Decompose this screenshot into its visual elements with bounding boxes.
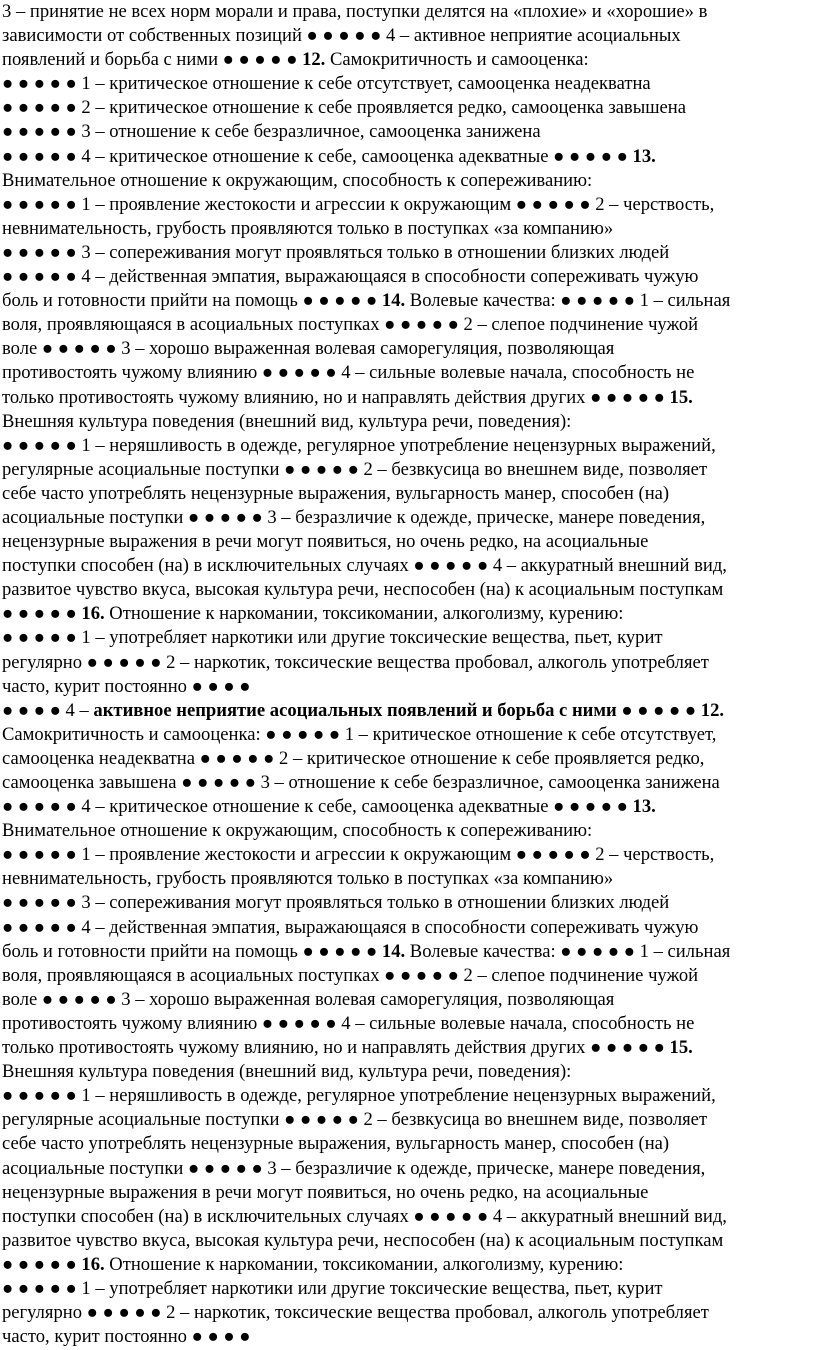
text-segment: поступки способен (на) в исключительных случаях ● ● ● ● ● 4 – аккуратный внешний вид, (2, 555, 727, 577)
text-segment: асоциальные поступки ● ● ● ● ● 3 – безразличие к одежде, прическе, манере поведения, (2, 506, 706, 528)
text-line (2, 193, 814, 217)
text-line (2, 602, 814, 626)
text-segment: ● ● ● ● ● 4 – критическое отношение к себе, самооценка адекватные ● ● ● ● ● (2, 145, 633, 167)
text-line (2, 410, 814, 434)
text-line (2, 1157, 814, 1181)
text-segment: Самокритичность и самооценка: ● ● ● ● ● 1 – критическое отношение к себе отсутствует, (2, 723, 717, 745)
text-line (2, 217, 814, 241)
text-line (2, 169, 814, 193)
text-segment: Внимательное отношение к окружающим, способность к сопереживанию: (2, 169, 593, 191)
bold-text-segment: активное неприятие асоциальных появлений и борьба с ними ● ● ● ● ● 12. (93, 699, 725, 721)
text-line (2, 458, 814, 482)
text-line (2, 289, 814, 313)
text-segment: самооценка завышена ● ● ● ● ● 3 – отношение к себе безразличное, самооценка занижена (2, 772, 720, 793)
bold-text-segment: 15. (669, 1037, 693, 1059)
text-line (2, 337, 814, 361)
text-line (2, 1277, 814, 1301)
text-segment: невнимательность, грубость проявляются только в поступках «за компанию» (2, 217, 614, 239)
text-segment: ● ● ● ● ● 1 – критическое отношение к себе отсутствует, самооценка неадекватна (2, 73, 651, 95)
bold-text-segment: 13. (632, 145, 656, 167)
text-line (2, 771, 814, 795)
text-line (2, 819, 814, 843)
text-line (2, 1012, 814, 1036)
text-segment: Волевые качества: ● ● ● ● ● 1 – сильная (405, 290, 731, 312)
text-line (2, 843, 814, 867)
text-line (2, 24, 814, 48)
text-segment: ● ● ● ● ● 4 – действенная эмпатия, выражающаяся в способности сопереживать чужую (2, 916, 699, 938)
text-segment: нецензурные выражения в речи могут появиться, но очень редко, на асоциальные (2, 531, 649, 553)
text-segment: развитое чувство вкуса, высокая культура речи, неспособен (на) к асоциальным поступкам (2, 579, 724, 601)
text-segment: регулярно ● ● ● ● ● 2 – наркотик, токсические вещества пробовал, алкоголь употребляет (2, 1302, 709, 1324)
bold-text-segment: 14. (381, 290, 406, 312)
text-segment: поступки способен (на) в исключительных случаях ● ● ● ● ● 4 – аккуратный внешний вид, (2, 1205, 727, 1227)
text-segment: часто, курит постоянно ● ● ● ● (2, 675, 251, 697)
text-segment: только противостоять чужому влиянию, но и направлять действия других ● ● ● ● ● (2, 386, 670, 408)
text-segment: появлений и борьба с ними ● ● ● ● ● (2, 49, 303, 71)
text-segment: Отношение к наркомании, токсикомании, алкоголизму, курению: (104, 1253, 624, 1275)
text-segment: ● ● ● ● ● 4 – критическое отношение к себе, самооценка адекватные ● ● ● ● ● (2, 796, 633, 818)
text-segment: регулярные асоциальные поступки ● ● ● ● ● 2 – безвкусица во внешнем виде, позволяет (2, 1109, 708, 1131)
text-line (2, 530, 814, 554)
text-segment: противостоять чужому влиянию ● ● ● ● ● 4 – сильные волевые начала, способность не (2, 362, 695, 384)
document-body (2, 0, 814, 1349)
bold-text-segment: 15. (669, 386, 693, 408)
text-line (2, 988, 814, 1012)
text-line (2, 265, 814, 289)
text-segment: зависимости от собственных позиций ● ● ● ● ● 4 – активное неприятие асоциальных (2, 25, 681, 47)
text-segment: ● ● ● ● ● 3 – сопереживания могут проявляться только в отношении близких людей (2, 892, 670, 914)
bold-text-segment: 16. (81, 603, 105, 625)
bold-text-segment: 12. (302, 49, 326, 71)
text-segment: воле ● ● ● ● ● 3 – хорошо выраженная волевая саморегуляция, позволяющая (2, 988, 615, 1010)
text-segment: ● ● ● ● ● 1 – неряшливость в одежде, регулярное употребление нецензурных выражений, (2, 434, 716, 456)
text-line (2, 747, 814, 771)
text-line (2, 916, 814, 940)
text-segment: только противостоять чужому влиянию, но и направлять действия других ● ● ● ● ● (2, 1037, 670, 1059)
text-line (2, 145, 814, 169)
text-line (2, 1108, 814, 1132)
text-segment: ● ● ● ● ● 4 – действенная эмпатия, выражающаяся в способности сопереживать чужую (2, 266, 699, 288)
text-line (2, 386, 814, 410)
text-segment: себе часто употреблять нецензурные выражения, вульгарность манер, способен (на) (2, 482, 670, 504)
text-segment: воля, проявляющаяся в асоциальных поступках ● ● ● ● ● 2 – слепое подчинение чужой (2, 314, 699, 336)
bold-text-segment: 13. (632, 796, 656, 818)
text-line (2, 1036, 814, 1060)
text-segment: воля, проявляющаяся в асоциальных поступках ● ● ● ● ● 2 – слепое подчинение чужой (2, 964, 699, 986)
text-segment: часто, курит постоянно ● ● ● ● (2, 1326, 251, 1348)
text-line (2, 434, 814, 458)
text-line (2, 723, 814, 747)
text-segment: ● ● ● ● ● 1 – употребляет наркотики или другие токсические вещества, пьет, курит (2, 627, 663, 649)
text-segment: ● ● ● ● ● (2, 603, 82, 625)
text-line (2, 964, 814, 988)
text-line (2, 867, 814, 891)
text-segment: развитое чувство вкуса, высокая культура речи, неспособен (на) к асоциальным поступкам (2, 1229, 724, 1251)
text-segment: Самокритичность и самооценка: (325, 49, 589, 71)
text-line (2, 1253, 814, 1277)
text-segment: ● ● ● ● ● (2, 1253, 82, 1275)
text-segment: регулярные асоциальные поступки ● ● ● ● ● 2 – безвкусица во внешнем виде, позволяет (2, 458, 708, 480)
text-line (2, 313, 814, 337)
text-segment: противостоять чужому влиянию ● ● ● ● ● 4 – сильные волевые начала, способность не (2, 1012, 695, 1034)
bold-text-segment: 14. (381, 940, 406, 962)
text-line (2, 1084, 814, 1108)
text-segment: воле ● ● ● ● ● 3 – хорошо выраженная волевая саморегуляция, позволяющая (2, 338, 615, 360)
text-line (2, 72, 814, 96)
text-line (2, 1325, 814, 1349)
text-line (2, 891, 814, 915)
text-segment: ● ● ● ● ● 1 – неряшливость в одежде, регулярное употребление нецензурных выражений, (2, 1085, 716, 1107)
text-segment: Внимательное отношение к окружающим, способность к сопереживанию: (2, 820, 593, 842)
text-segment: себе часто употреблять нецензурные выражения, вульгарность манер, способен (на) (2, 1133, 670, 1155)
text-line (2, 1205, 814, 1229)
text-segment: ● ● ● ● ● 3 – сопереживания могут проявляться только в отношении близких людей (2, 241, 670, 263)
text-line (2, 795, 814, 819)
text-segment: асоциальные поступки ● ● ● ● ● 3 – безразличие к одежде, прическе, манере поведения, (2, 1157, 706, 1179)
text-line (2, 0, 814, 24)
text-segment: самооценка неадекватна ● ● ● ● ● 2 – критическое отношение к себе проявляется редко, (2, 747, 705, 769)
text-line (2, 96, 814, 120)
text-line (2, 1229, 814, 1253)
text-line (2, 482, 814, 506)
text-segment: нецензурные выражения в речи могут появиться, но очень редко, на асоциальные (2, 1181, 649, 1203)
text-line (2, 120, 814, 144)
text-line (2, 1132, 814, 1156)
text-segment: Отношение к наркомании, токсикомании, алкоголизму, курению: (104, 603, 624, 625)
text-segment: ● ● ● ● ● 2 – критическое отношение к себе проявляется редко, самооценка завышена (2, 97, 686, 119)
text-line (2, 554, 814, 578)
text-segment: Внешняя культура поведения (внешний вид, культура речи, поведения): (2, 410, 572, 432)
text-segment: ● ● ● ● ● 3 – отношение к себе безразличное, самооценка занижена (2, 121, 541, 143)
text-line (2, 241, 814, 265)
text-line (2, 651, 814, 675)
text-line (2, 940, 814, 964)
text-line (2, 361, 814, 385)
text-line (2, 48, 814, 72)
text-segment: регулярно ● ● ● ● ● 2 – наркотик, токсические вещества пробовал, алкоголь употребляет (2, 651, 709, 673)
text-line (2, 626, 814, 650)
text-segment: ● ● ● ● ● 1 – проявление жестокости и агрессии к окружающим ● ● ● ● ● 2 – черствость, (2, 844, 715, 866)
text-line (2, 699, 814, 723)
text-segment: Волевые качества: ● ● ● ● ● 1 – сильная (405, 940, 731, 962)
text-line (2, 506, 814, 530)
text-segment: 3 – принятие не всех норм морали и права, поступки делятся на «плохие» и «хорошие» в (2, 1, 708, 22)
text-line (2, 1301, 814, 1325)
text-segment: невнимательность, грубость проявляются только в поступках «за компанию» (2, 868, 614, 890)
text-line (2, 1060, 814, 1084)
text-segment: ● ● ● ● 4 – (2, 699, 94, 721)
text-line (2, 578, 814, 602)
text-segment: ● ● ● ● ● 1 – употребляет наркотики или другие токсические вещества, пьет, курит (2, 1277, 663, 1299)
text-segment: боль и готовности прийти на помощь ● ● ● ● ● (2, 290, 382, 312)
text-line (2, 675, 814, 699)
bold-text-segment: 16. (81, 1253, 105, 1275)
text-segment: боль и готовности прийти на помощь ● ● ● ● ● (2, 940, 382, 962)
text-segment: ● ● ● ● ● 1 – проявление жестокости и агрессии к окружающим ● ● ● ● ● 2 – черствость, (2, 193, 715, 215)
text-line (2, 1181, 814, 1205)
text-segment: Внешняя культура поведения (внешний вид, культура речи, поведения): (2, 1061, 572, 1083)
